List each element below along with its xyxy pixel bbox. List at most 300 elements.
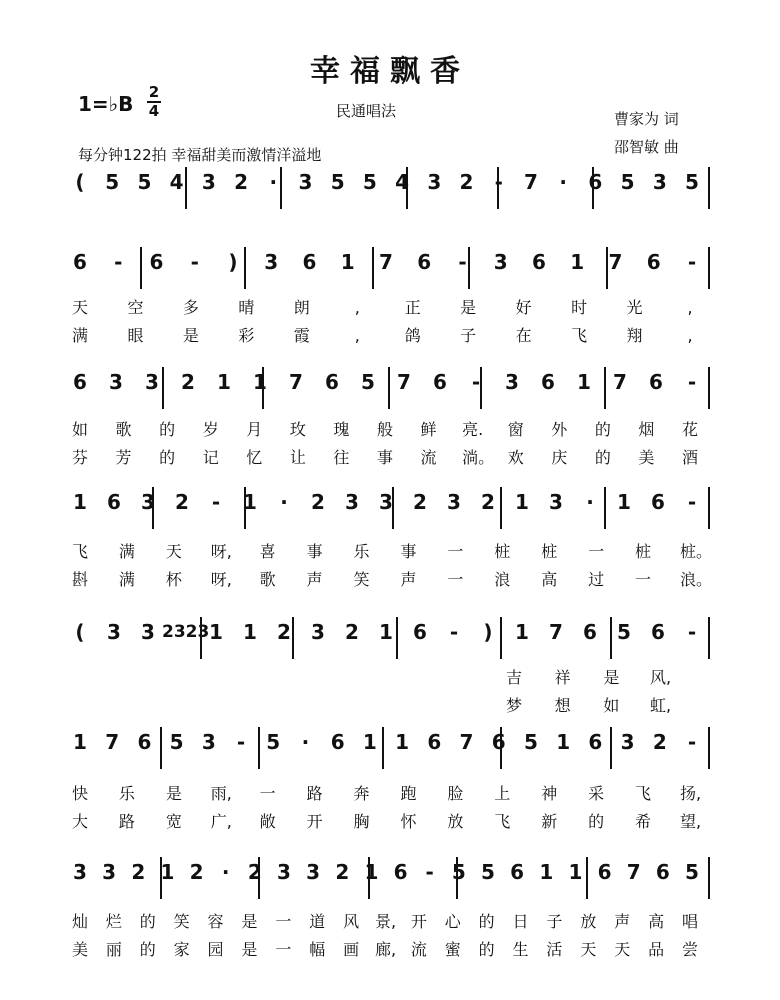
lyric-character: 如	[71, 420, 88, 439]
lyric-character: 月	[246, 420, 263, 439]
lyric-character: 花	[681, 420, 698, 439]
note: -	[458, 250, 467, 274]
note: 1	[73, 490, 87, 514]
note: 6	[433, 370, 447, 394]
lyric-character: 翔	[626, 326, 643, 345]
note: 2	[277, 620, 291, 644]
lyric-character: 桩	[635, 542, 652, 561]
note: 5	[266, 730, 281, 754]
lyric-character: 快	[71, 784, 88, 803]
lyric-character: 桩。	[680, 542, 713, 561]
lyric-character: 玫	[289, 420, 306, 439]
bar-line	[610, 617, 612, 659]
note: 3	[102, 860, 117, 884]
lyric-line	[0, 542, 780, 564]
note: 1	[568, 860, 583, 884]
lyric-character: 亮.	[462, 420, 484, 439]
lyric-character: 飞	[494, 812, 511, 831]
note: 6	[655, 860, 670, 884]
note: 3	[427, 170, 442, 194]
lyric-character: 记	[202, 448, 219, 467]
lyric-line	[0, 668, 780, 690]
note: 5	[362, 170, 377, 194]
lyric-character: 是	[241, 912, 258, 931]
lyric-character: 的	[594, 420, 611, 439]
note: 3	[201, 170, 216, 194]
note: 3	[306, 860, 321, 884]
lyric-character: ,	[687, 298, 693, 317]
lyric-character: 事	[400, 542, 417, 561]
lyric-character: 烟	[638, 420, 655, 439]
lyricist-credit: 曹家为 词	[614, 110, 679, 128]
note: 1	[160, 860, 175, 884]
note: 3	[73, 860, 87, 884]
lyric-character: 的	[159, 420, 176, 439]
lyric-character: 乐	[118, 784, 135, 803]
bar-line	[396, 617, 398, 659]
note: 3	[311, 620, 325, 644]
lyric-character: 画	[343, 940, 360, 959]
lyric-character: 是	[603, 668, 620, 687]
note: 6	[302, 250, 317, 274]
note: -	[449, 620, 459, 644]
lyric-character: 生	[512, 940, 529, 959]
note: (	[75, 620, 85, 644]
note: 7	[397, 370, 411, 394]
lyric-character: 是	[241, 940, 258, 959]
lyric-character: 满	[71, 326, 88, 345]
lyric-character: 霞	[293, 326, 310, 345]
lyric-character: 乐	[353, 542, 370, 561]
note: 7	[105, 730, 120, 754]
note: 2	[311, 490, 325, 514]
note: )	[483, 620, 493, 644]
score-system	[0, 484, 780, 540]
note: 5	[685, 170, 699, 194]
lyric-character: 呀,	[210, 570, 232, 589]
note: 1	[209, 620, 223, 644]
note: 2	[345, 620, 359, 644]
lyric-line	[0, 420, 780, 442]
note: 6	[588, 170, 603, 194]
lyric-character: 尝	[681, 940, 698, 959]
bar-line	[604, 367, 606, 409]
note: 6	[510, 860, 525, 884]
bar-line	[610, 727, 612, 769]
note: 3	[109, 370, 123, 394]
note: -	[494, 170, 503, 194]
bar-line	[708, 367, 710, 409]
bar-line	[382, 727, 384, 769]
lyric-character: 敞	[259, 812, 276, 831]
note: -	[687, 730, 697, 754]
note: 6	[149, 250, 164, 274]
lyric-character: 天	[614, 940, 631, 959]
lyric-character: 的	[139, 940, 156, 959]
note: -	[471, 370, 481, 394]
note: 7	[549, 620, 563, 644]
note: 1	[539, 860, 554, 884]
bar-line	[708, 727, 710, 769]
lyric-character: 声	[614, 912, 631, 931]
score-system	[0, 854, 780, 910]
lyric-character: 的	[478, 940, 495, 959]
note: -	[236, 730, 246, 754]
lyric-character: 事	[306, 542, 323, 561]
lyric-character: 日	[512, 912, 529, 931]
note: 5	[523, 730, 538, 754]
lyric-character: 烂	[105, 912, 122, 931]
note: 6	[597, 860, 612, 884]
note: )	[228, 250, 238, 274]
lyric-character: 的	[159, 448, 176, 467]
lyric-character: 让	[289, 448, 306, 467]
note: 3	[447, 490, 461, 514]
lyric-character: 高	[648, 912, 665, 931]
note: ·	[269, 170, 278, 194]
note: 6	[541, 370, 555, 394]
lyric-character: 一	[275, 912, 292, 931]
lyric-character: 多	[182, 298, 199, 317]
lyric-character: 幅	[309, 940, 326, 959]
lyric-character: 脸	[447, 784, 464, 803]
note: 1	[253, 370, 267, 394]
lyric-character: 一	[275, 940, 292, 959]
lyric-line	[0, 784, 780, 806]
note: 3	[379, 490, 393, 514]
note: 2	[247, 860, 262, 884]
lyric-character: 胸	[353, 812, 370, 831]
bar-line	[708, 617, 710, 659]
note: 3	[345, 490, 359, 514]
note: 3	[505, 370, 519, 394]
note: 5	[137, 170, 152, 194]
lyric-character: 声	[306, 570, 323, 589]
note: 6	[588, 730, 603, 754]
note: 4	[395, 170, 410, 194]
note: 1	[617, 490, 631, 514]
score-system	[0, 724, 780, 780]
tempo-marking: 每分钟122拍 幸福甜美而激情洋溢地	[78, 146, 322, 164]
bar-line	[586, 857, 588, 899]
note: 1	[570, 250, 585, 274]
lyric-character: 唱	[681, 912, 698, 931]
lyric-character: 是	[182, 326, 199, 345]
note: 5	[620, 170, 635, 194]
lyric-character: 品	[648, 940, 665, 959]
lyric-character: 笑	[353, 570, 370, 589]
note: 1	[556, 730, 571, 754]
lyric-character: 神	[541, 784, 558, 803]
lyric-character: 怀	[400, 812, 417, 831]
note: 3	[298, 170, 313, 194]
lyric-character: 声	[400, 570, 417, 589]
lyric-character: 浪。	[680, 570, 713, 589]
note: 2	[335, 860, 350, 884]
lyric-character: 喜	[259, 542, 276, 561]
note: 7	[523, 170, 538, 194]
lyric-character: 的	[139, 912, 156, 931]
lyric-character: 蜜	[444, 940, 461, 959]
lyric-character: 望,	[680, 812, 702, 831]
lyric-character: 正	[404, 298, 421, 317]
score-system	[0, 364, 780, 420]
note: 2	[131, 860, 146, 884]
singing-style: 民通唱法	[336, 102, 397, 120]
lyric-character: 子	[546, 912, 563, 931]
note: 6	[491, 730, 506, 754]
note: 7	[459, 730, 474, 754]
note: 1	[515, 490, 529, 514]
lyric-character: 飞	[571, 326, 588, 345]
lyric-character: 奔	[353, 784, 370, 803]
lyric-character: ,	[687, 326, 693, 345]
note: -	[114, 250, 123, 274]
note: 3	[141, 620, 155, 644]
note: 5	[105, 170, 120, 194]
lyric-character: 的	[594, 448, 611, 467]
note: 5	[481, 860, 495, 884]
lyric-character: 开	[306, 812, 323, 831]
lyric-character: 采	[588, 784, 605, 803]
lyric-line	[0, 326, 780, 348]
lyric-character: 子	[460, 326, 477, 345]
note: 1	[73, 730, 87, 754]
lyric-character: 芬	[71, 448, 88, 467]
note: 1	[243, 490, 257, 514]
bar-line	[244, 247, 246, 289]
lyric-character: 歌	[259, 570, 276, 589]
lyric-character: 祥	[554, 668, 571, 687]
time-signature-numerator: 2	[148, 83, 160, 101]
lyric-character: 鲜	[420, 420, 437, 439]
note: 2	[189, 860, 204, 884]
note: 3	[549, 490, 563, 514]
note: 1	[379, 620, 393, 644]
bar-line	[160, 727, 162, 769]
bar-line	[140, 247, 142, 289]
note: 7	[608, 250, 623, 274]
note: 6	[651, 490, 665, 514]
bar-line	[500, 617, 502, 659]
note: (	[75, 170, 85, 194]
note: 6	[107, 490, 121, 514]
lyric-line	[0, 448, 780, 470]
lyric-character: 笑	[173, 912, 190, 931]
lyric-character: 眼	[127, 326, 144, 345]
lyric-character: 鸽	[404, 326, 421, 345]
note: 5	[617, 620, 631, 644]
lyric-character: 呀,	[210, 542, 232, 561]
lyric-character: 虹,	[650, 696, 672, 715]
note: 6	[583, 620, 597, 644]
lyric-line	[0, 570, 780, 592]
note: -	[687, 250, 697, 274]
lyric-character: 过	[588, 570, 605, 589]
note: 7	[289, 370, 303, 394]
note: -	[687, 370, 697, 394]
lyric-character: 景,	[375, 912, 397, 931]
lyric-character: 宽	[165, 812, 182, 831]
note: ·	[280, 490, 288, 514]
lyric-character: 放	[447, 812, 464, 831]
lyric-character: 的	[478, 912, 495, 931]
lyric-line	[0, 696, 780, 718]
note: 6	[393, 860, 408, 884]
key-signature: 1=♭B	[78, 92, 134, 116]
note: -	[687, 620, 697, 644]
note: 2	[175, 490, 189, 514]
lyric-character: 歌	[115, 420, 132, 439]
note: 5	[330, 170, 345, 194]
lyric-character: 美	[638, 448, 655, 467]
lyric-character: 大	[71, 812, 88, 831]
note: 6	[325, 370, 339, 394]
lyric-line	[0, 912, 780, 934]
lyric-character: 瑰	[333, 420, 350, 439]
lyric-character: 满	[118, 542, 135, 561]
lyric-character: 园	[207, 940, 224, 959]
note: 2323	[162, 622, 210, 642]
bar-line	[604, 487, 606, 529]
lyric-character: 朗	[293, 298, 310, 317]
note: 3	[264, 250, 279, 274]
note: 1	[515, 620, 529, 644]
note: -	[425, 860, 434, 884]
note: 6	[137, 730, 152, 754]
note: 5	[685, 860, 699, 884]
note: 1	[340, 250, 355, 274]
note: 2	[652, 730, 667, 754]
note: 3	[652, 170, 667, 194]
lyric-character: 灿	[71, 912, 88, 931]
bar-line	[500, 487, 502, 529]
lyric-character: 家	[173, 940, 190, 959]
lyric-line	[0, 812, 780, 834]
note: 2	[413, 490, 427, 514]
lyric-character: 好	[515, 298, 532, 317]
lyric-character: 高	[541, 570, 558, 589]
note: 3	[493, 250, 508, 274]
lyric-character: 般	[376, 420, 393, 439]
bar-line	[258, 727, 260, 769]
song-title: 幸福飘香	[310, 54, 470, 89]
note: 4	[169, 170, 184, 194]
note: 6	[73, 370, 87, 394]
lyric-character: 开	[410, 912, 427, 931]
lyric-character: 一	[635, 570, 652, 589]
lyric-character: 天	[580, 940, 597, 959]
lyric-character: 雨,	[210, 784, 232, 803]
time-signature	[146, 84, 162, 120]
lyric-character: 心	[444, 912, 461, 931]
note: 2	[481, 490, 495, 514]
lyric-character: 是	[460, 298, 477, 317]
lyric-character: 外	[551, 420, 568, 439]
note: 5	[169, 730, 184, 754]
note: 3	[107, 620, 121, 644]
note: 3	[145, 370, 159, 394]
note: ·	[221, 860, 230, 884]
bar-line	[388, 367, 390, 409]
note: 1	[577, 370, 591, 394]
composer-credit: 邵智敏 曲	[614, 138, 679, 156]
note: 1	[217, 370, 231, 394]
lyric-character: 彩	[238, 326, 255, 345]
lyric-character: 扬,	[680, 784, 702, 803]
lyric-character: 庆	[551, 448, 568, 467]
lyric-character: 在	[515, 326, 532, 345]
bar-line	[708, 167, 710, 209]
lyric-character: 风,	[650, 668, 672, 687]
lyric-character: 一	[447, 570, 464, 589]
note: 1	[364, 860, 379, 884]
lyric-character: 飞	[635, 784, 652, 803]
note: 2	[181, 370, 195, 394]
score-system	[0, 164, 780, 220]
lyric-character: 斟	[71, 570, 88, 589]
lyric-character: 桩	[541, 542, 558, 561]
lyric-line	[0, 298, 780, 320]
lyric-character: 是	[165, 784, 182, 803]
lyric-character: 忆	[246, 448, 263, 467]
lyric-character: 满	[118, 570, 135, 589]
note: 5	[451, 860, 466, 884]
note: 3	[201, 730, 216, 754]
note: -	[211, 490, 221, 514]
lyric-character: 丽	[105, 940, 122, 959]
lyric-character: 往	[333, 448, 350, 467]
note: 2	[459, 170, 474, 194]
lyric-character: 一	[588, 542, 605, 561]
bar-line	[162, 367, 164, 409]
lyric-character: 杯	[165, 570, 182, 589]
lyric-character: 酒	[681, 448, 698, 467]
note: 3	[277, 860, 291, 884]
lyric-character: 一	[447, 542, 464, 561]
note: ·	[301, 730, 310, 754]
lyric-character: 芳	[115, 448, 132, 467]
note: 6	[646, 250, 661, 274]
lyric-character: 道	[309, 912, 326, 931]
lyric-character: 桩	[494, 542, 511, 561]
note: ·	[559, 170, 567, 194]
lyric-character: 新	[541, 812, 558, 831]
note: 3	[620, 730, 635, 754]
lyric-character: 的	[588, 812, 605, 831]
lyric-character: 路	[118, 812, 135, 831]
lyric-character: 浪	[494, 570, 511, 589]
note: -	[190, 250, 199, 274]
lyric-character: 欢	[507, 448, 524, 467]
note: -	[687, 490, 697, 514]
note: 2	[234, 170, 248, 194]
note: ·	[586, 490, 594, 514]
lyric-character: 流	[410, 940, 427, 959]
lyric-line	[0, 940, 780, 962]
lyric-character: 风	[343, 912, 360, 931]
note: 7	[626, 860, 641, 884]
score-system	[0, 244, 780, 300]
score-system	[0, 614, 780, 670]
lyric-character: 飞	[71, 542, 88, 561]
lyric-character: 梦	[505, 696, 522, 715]
note: 6	[651, 620, 665, 644]
lyric-character: 广,	[210, 812, 232, 831]
lyric-character: ,	[354, 326, 360, 345]
note: 6	[330, 730, 345, 754]
note: 5	[361, 370, 375, 394]
